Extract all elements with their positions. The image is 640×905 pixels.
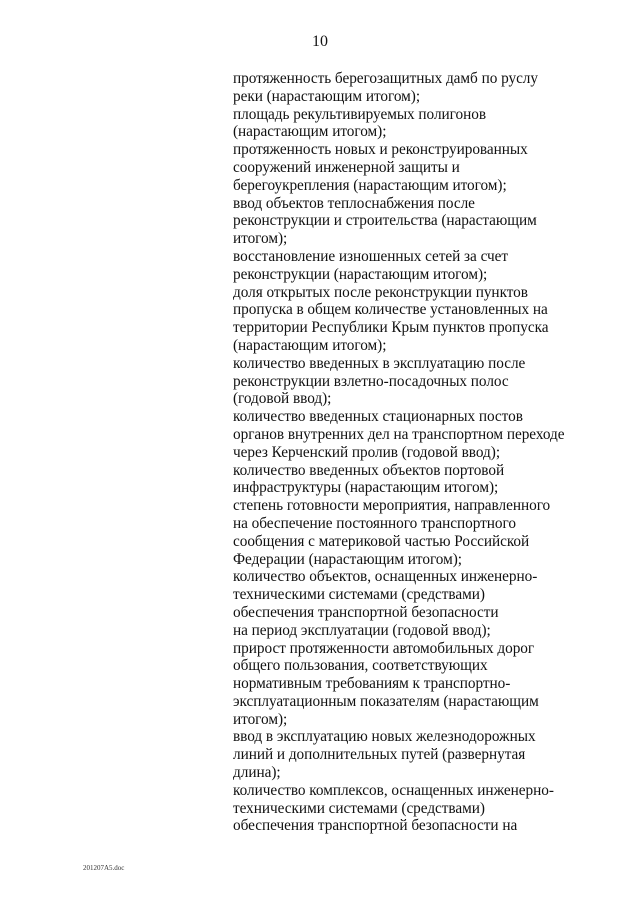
text-line: территории Республики Крым пунктов пропуска: [233, 319, 549, 337]
page-number: 10: [312, 33, 328, 50]
body-text: [233, 70, 628, 835]
text-line: количество введенных в эксплуатацию после: [233, 354, 526, 372]
text-line: итогом);: [233, 710, 288, 728]
text-line: сообщения с материковой частью Российской: [233, 532, 530, 550]
text-line: (нарастающим итогом);: [233, 123, 387, 141]
text-line: на период эксплуатации (годовой ввод);: [233, 621, 491, 639]
text-line: количество введенных объектов портовой: [233, 461, 505, 479]
text-line: (нарастающим итогом);: [233, 336, 387, 354]
text-line: органов внутренних дел на транспортном переходе: [233, 425, 565, 443]
text-line: прирост протяженности автомобильных дорог: [233, 639, 535, 657]
text-line: реконструкции взлетно-посадочных полос: [233, 372, 509, 390]
text-line: общего пользования, соответствующих: [233, 657, 488, 675]
text-line: сооружений инженерной защиты и: [233, 158, 460, 176]
text-line: обеспечения транспортной безопасности: [233, 603, 499, 621]
footer-file-name: 201207A5.doc: [83, 864, 125, 872]
text-line: техническими системами (средствами): [233, 799, 485, 817]
text-line: Федерации (нарастающим итогом);: [233, 550, 462, 568]
text-line: доля открытых после реконструкции пунктов: [233, 283, 528, 301]
text-line: протяженность берегозащитных дамб по руслу: [233, 70, 538, 87]
text-line: инфраструктуры (нарастающим итогом);: [233, 479, 499, 497]
text-line: пропуска в общем количестве установленных на: [233, 301, 548, 319]
text-line: эксплуатационным показателям (нарастающим: [233, 692, 539, 710]
text-line: ввод объектов теплоснабжения после: [233, 194, 475, 212]
text-line: техническими системами (средствами): [233, 586, 485, 604]
text-line: через Керченский пролив (годовой ввод);: [233, 443, 501, 461]
text-line: обеспечения транспортной безопасности на: [233, 817, 518, 835]
text-line: длина);: [233, 764, 281, 782]
text-line: берегоукрепления (нарастающим итогом);: [233, 176, 507, 194]
text-line: линий и дополнительных путей (развернутая: [233, 746, 526, 764]
text-line: количество комплексов, оснащенных инженерно-: [233, 781, 554, 799]
text-line: восстановление изношенных сетей за счет: [233, 247, 509, 265]
text-line: степень готовности мероприятия, направленного: [233, 497, 551, 515]
text-line: итогом);: [233, 230, 288, 248]
text-line: количество объектов, оснащенных инженерно-: [233, 568, 538, 586]
text-line: на обеспечение постоянного транспортного: [233, 514, 516, 532]
text-line: нормативным требованиям к транспортно-: [233, 675, 511, 693]
text-line: ввод в эксплуатацию новых железнодорожных: [233, 728, 536, 746]
text-line: реки (нарастающим итогом);: [233, 87, 421, 105]
text-line: (годовой ввод);: [233, 390, 332, 408]
text-line: количество введенных стационарных постов: [233, 408, 523, 426]
text-line: реконструкции (нарастающим итогом);: [233, 265, 488, 283]
text-line: протяженность новых и реконструированных: [233, 141, 528, 159]
text-line: реконструкции и строительства (нарастающим: [233, 212, 537, 230]
text-line: площадь рекультивируемых полигонов: [233, 105, 487, 123]
